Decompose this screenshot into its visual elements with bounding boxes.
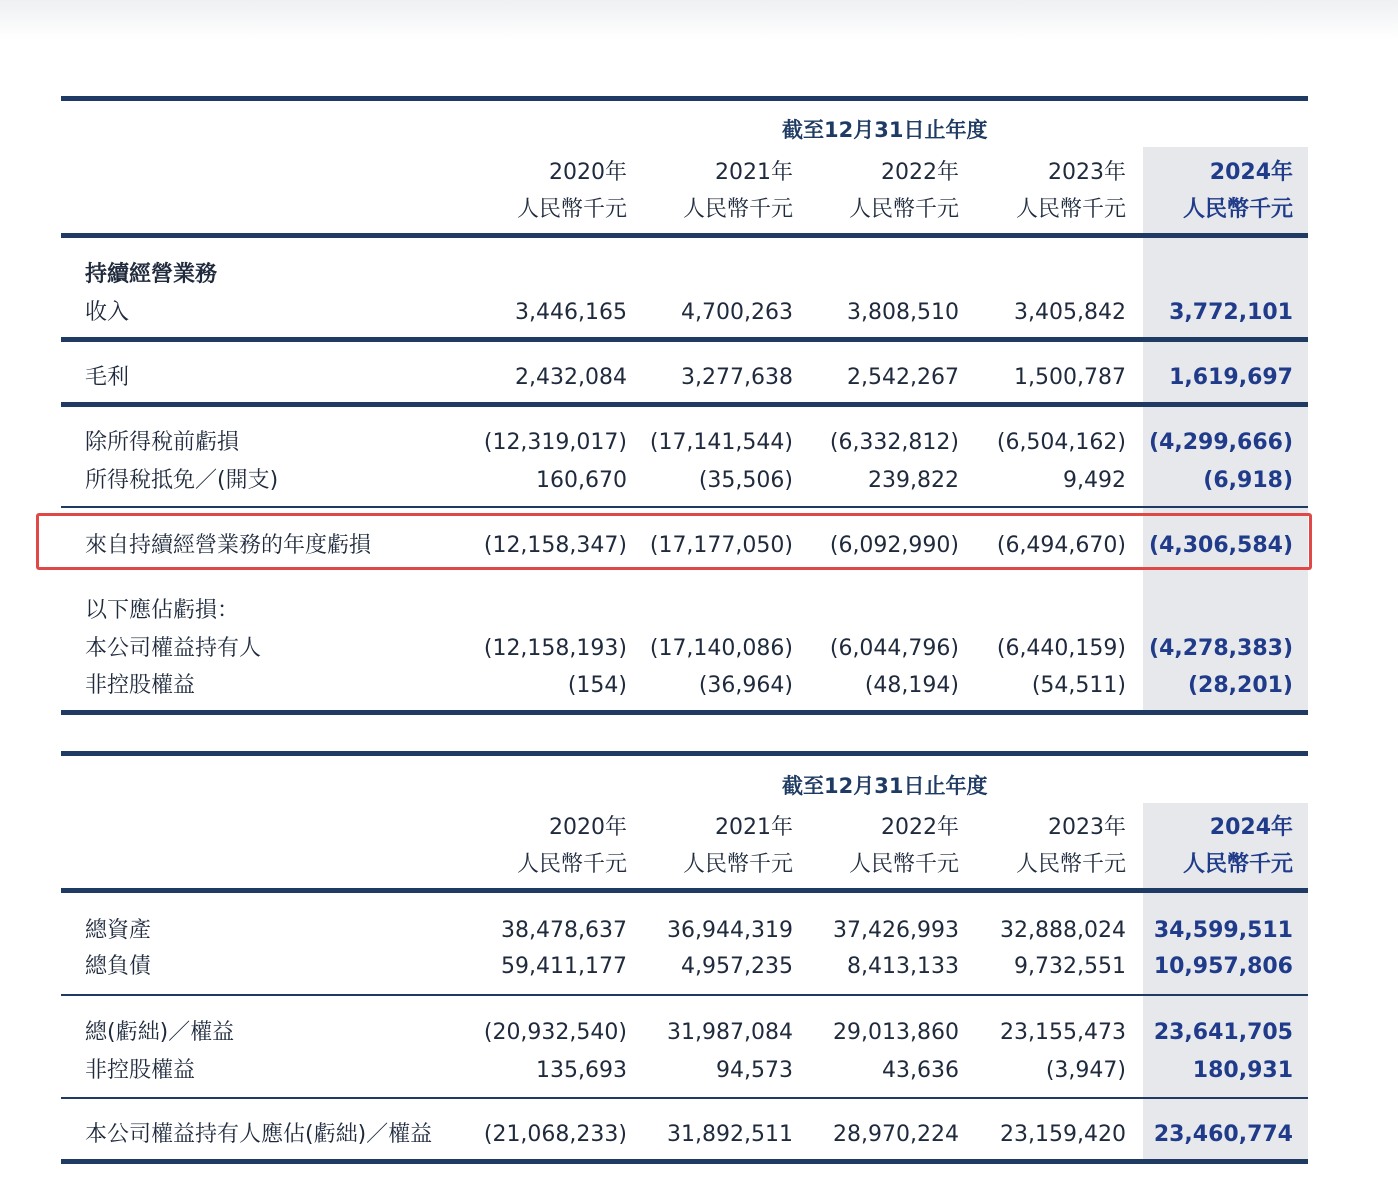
cell: 31,892,511	[667, 1122, 793, 1147]
cell: 160,670	[536, 468, 627, 493]
cell: (54,511)	[1031, 673, 1126, 698]
cell-2024: 3,772,101	[1169, 300, 1293, 325]
cell: 4,957,235	[681, 954, 793, 979]
cell: 23,155,473	[1000, 1020, 1126, 1045]
table-top-rule	[61, 96, 1308, 101]
cell: 3,277,638	[681, 365, 793, 390]
cell: (154)	[567, 673, 627, 698]
cell: 29,013,860	[833, 1020, 959, 1045]
cell: 3,808,510	[847, 300, 959, 325]
currency-2021: 人民幣千元	[682, 852, 793, 877]
section-title: 持續經營業務	[85, 262, 218, 287]
cell: 28,970,224	[833, 1122, 959, 1147]
cell-2024: 1,619,697	[1169, 365, 1293, 390]
row-label: 來自持續經營業務的年度虧損	[85, 533, 372, 558]
row-rule	[61, 1097, 1308, 1099]
cell: (17,177,050)	[649, 533, 793, 558]
cell: (6,044,796)	[829, 636, 959, 661]
year-2020: 2020年	[549, 815, 627, 840]
row-label: 毛利	[85, 365, 130, 390]
cell: (6,332,812)	[829, 430, 959, 455]
cell: 23,159,420	[1000, 1122, 1126, 1147]
cell: 59,411,177	[501, 954, 627, 979]
period-header: 截至12月31日止年度	[782, 118, 988, 142]
cell-2024: 180,931	[1192, 1058, 1293, 1083]
row-rule	[61, 506, 1308, 508]
table-top-rule	[61, 751, 1308, 756]
cell: (48,194)	[864, 673, 959, 698]
row-label: 本公司權益持有人應佔(虧絀)／權益	[85, 1122, 433, 1147]
currency-2023: 人民幣千元	[1015, 197, 1126, 222]
year-2021: 2021年	[715, 815, 793, 840]
cell: (17,140,086)	[649, 636, 793, 661]
currency-2023: 人民幣千元	[1015, 852, 1126, 877]
cell-2024: (28,201)	[1187, 673, 1293, 698]
cell: (17,141,544)	[649, 430, 793, 455]
cell: 135,693	[536, 1058, 627, 1083]
cell: 3,405,842	[1014, 300, 1126, 325]
cell-2024: 10,957,806	[1153, 954, 1293, 979]
row-label: 除所得稅前虧損	[85, 430, 240, 455]
cell-2024: 23,641,705	[1153, 1020, 1293, 1045]
cell: 1,500,787	[1014, 365, 1126, 390]
cell: (6,440,159)	[996, 636, 1126, 661]
cell: 9,732,551	[1014, 954, 1126, 979]
cell: (35,506)	[698, 468, 793, 493]
currency-2020: 人民幣千元	[516, 197, 627, 222]
row-label: 總(虧絀)／權益	[85, 1020, 235, 1045]
top-shading	[0, 0, 1398, 40]
year-2022: 2022年	[881, 815, 959, 840]
row-rule	[61, 994, 1308, 996]
cell: (36,964)	[698, 673, 793, 698]
currency-2021: 人民幣千元	[682, 197, 793, 222]
cell: 2,542,267	[847, 365, 959, 390]
year-2021: 2021年	[715, 160, 793, 185]
table-bottom-rule	[61, 1159, 1308, 1164]
cell: (6,092,990)	[829, 533, 959, 558]
cell: 239,822	[868, 468, 959, 493]
row-label: 非控股權益	[85, 1058, 196, 1083]
year-2022: 2022年	[881, 160, 959, 185]
table-bottom-rule	[61, 710, 1308, 715]
cell: 9,492	[1063, 468, 1126, 493]
cell: 3,446,165	[515, 300, 627, 325]
cell: (6,504,162)	[996, 430, 1126, 455]
year-2024: 2024年	[1209, 160, 1293, 185]
cell: (3,947)	[1045, 1058, 1126, 1083]
row-label: 所得稅抵免／(開支)	[85, 468, 279, 493]
header-rule	[61, 233, 1308, 238]
row-label: 收入	[85, 300, 130, 325]
cell: 38,478,637	[501, 918, 627, 943]
currency-2024: 人民幣千元	[1182, 197, 1293, 222]
cell: 2,432,084	[515, 365, 627, 390]
cell-2024: (4,278,383)	[1149, 636, 1293, 661]
cell: 43,636	[882, 1058, 959, 1083]
cell-2024: (4,299,666)	[1149, 430, 1293, 455]
year-2023: 2023年	[1048, 160, 1126, 185]
cell: (12,158,193)	[483, 636, 627, 661]
cell-2024: 34,599,511	[1153, 918, 1293, 943]
cell: 31,987,084	[667, 1020, 793, 1045]
cell: 94,573	[716, 1058, 793, 1083]
cell-2024: (4,306,584)	[1149, 533, 1293, 558]
row-rule	[61, 402, 1308, 407]
red-highlight-box	[36, 513, 1312, 570]
year-2020: 2020年	[549, 160, 627, 185]
currency-2024: 人民幣千元	[1182, 852, 1293, 877]
attributable-title: 以下應佔虧損：	[85, 598, 240, 623]
row-rule	[61, 337, 1308, 342]
cell: 8,413,133	[847, 954, 959, 979]
cell-2024: (6,918)	[1203, 468, 1293, 493]
cell: 4,700,263	[681, 300, 793, 325]
row-label: 總負債	[85, 954, 152, 979]
year-2023: 2023年	[1048, 815, 1126, 840]
row-label: 本公司權益持有人	[85, 636, 262, 661]
cell: (12,319,017)	[483, 430, 627, 455]
cell: (21,068,233)	[483, 1122, 627, 1147]
currency-2020: 人民幣千元	[516, 852, 627, 877]
period-header: 截至12月31日止年度	[782, 774, 988, 798]
cell: (20,932,540)	[483, 1020, 627, 1045]
cell: 32,888,024	[1000, 918, 1126, 943]
row-label: 非控股權益	[85, 673, 196, 698]
cell: 36,944,319	[667, 918, 793, 943]
currency-2022: 人民幣千元	[848, 852, 959, 877]
year-2024: 2024年	[1209, 815, 1293, 840]
currency-2022: 人民幣千元	[848, 197, 959, 222]
header-rule	[61, 888, 1308, 893]
cell-2024: 23,460,774	[1153, 1122, 1293, 1147]
cell: (6,494,670)	[996, 533, 1126, 558]
cell: 37,426,993	[833, 918, 959, 943]
row-label: 總資產	[85, 918, 152, 943]
cell: (12,158,347)	[483, 533, 627, 558]
